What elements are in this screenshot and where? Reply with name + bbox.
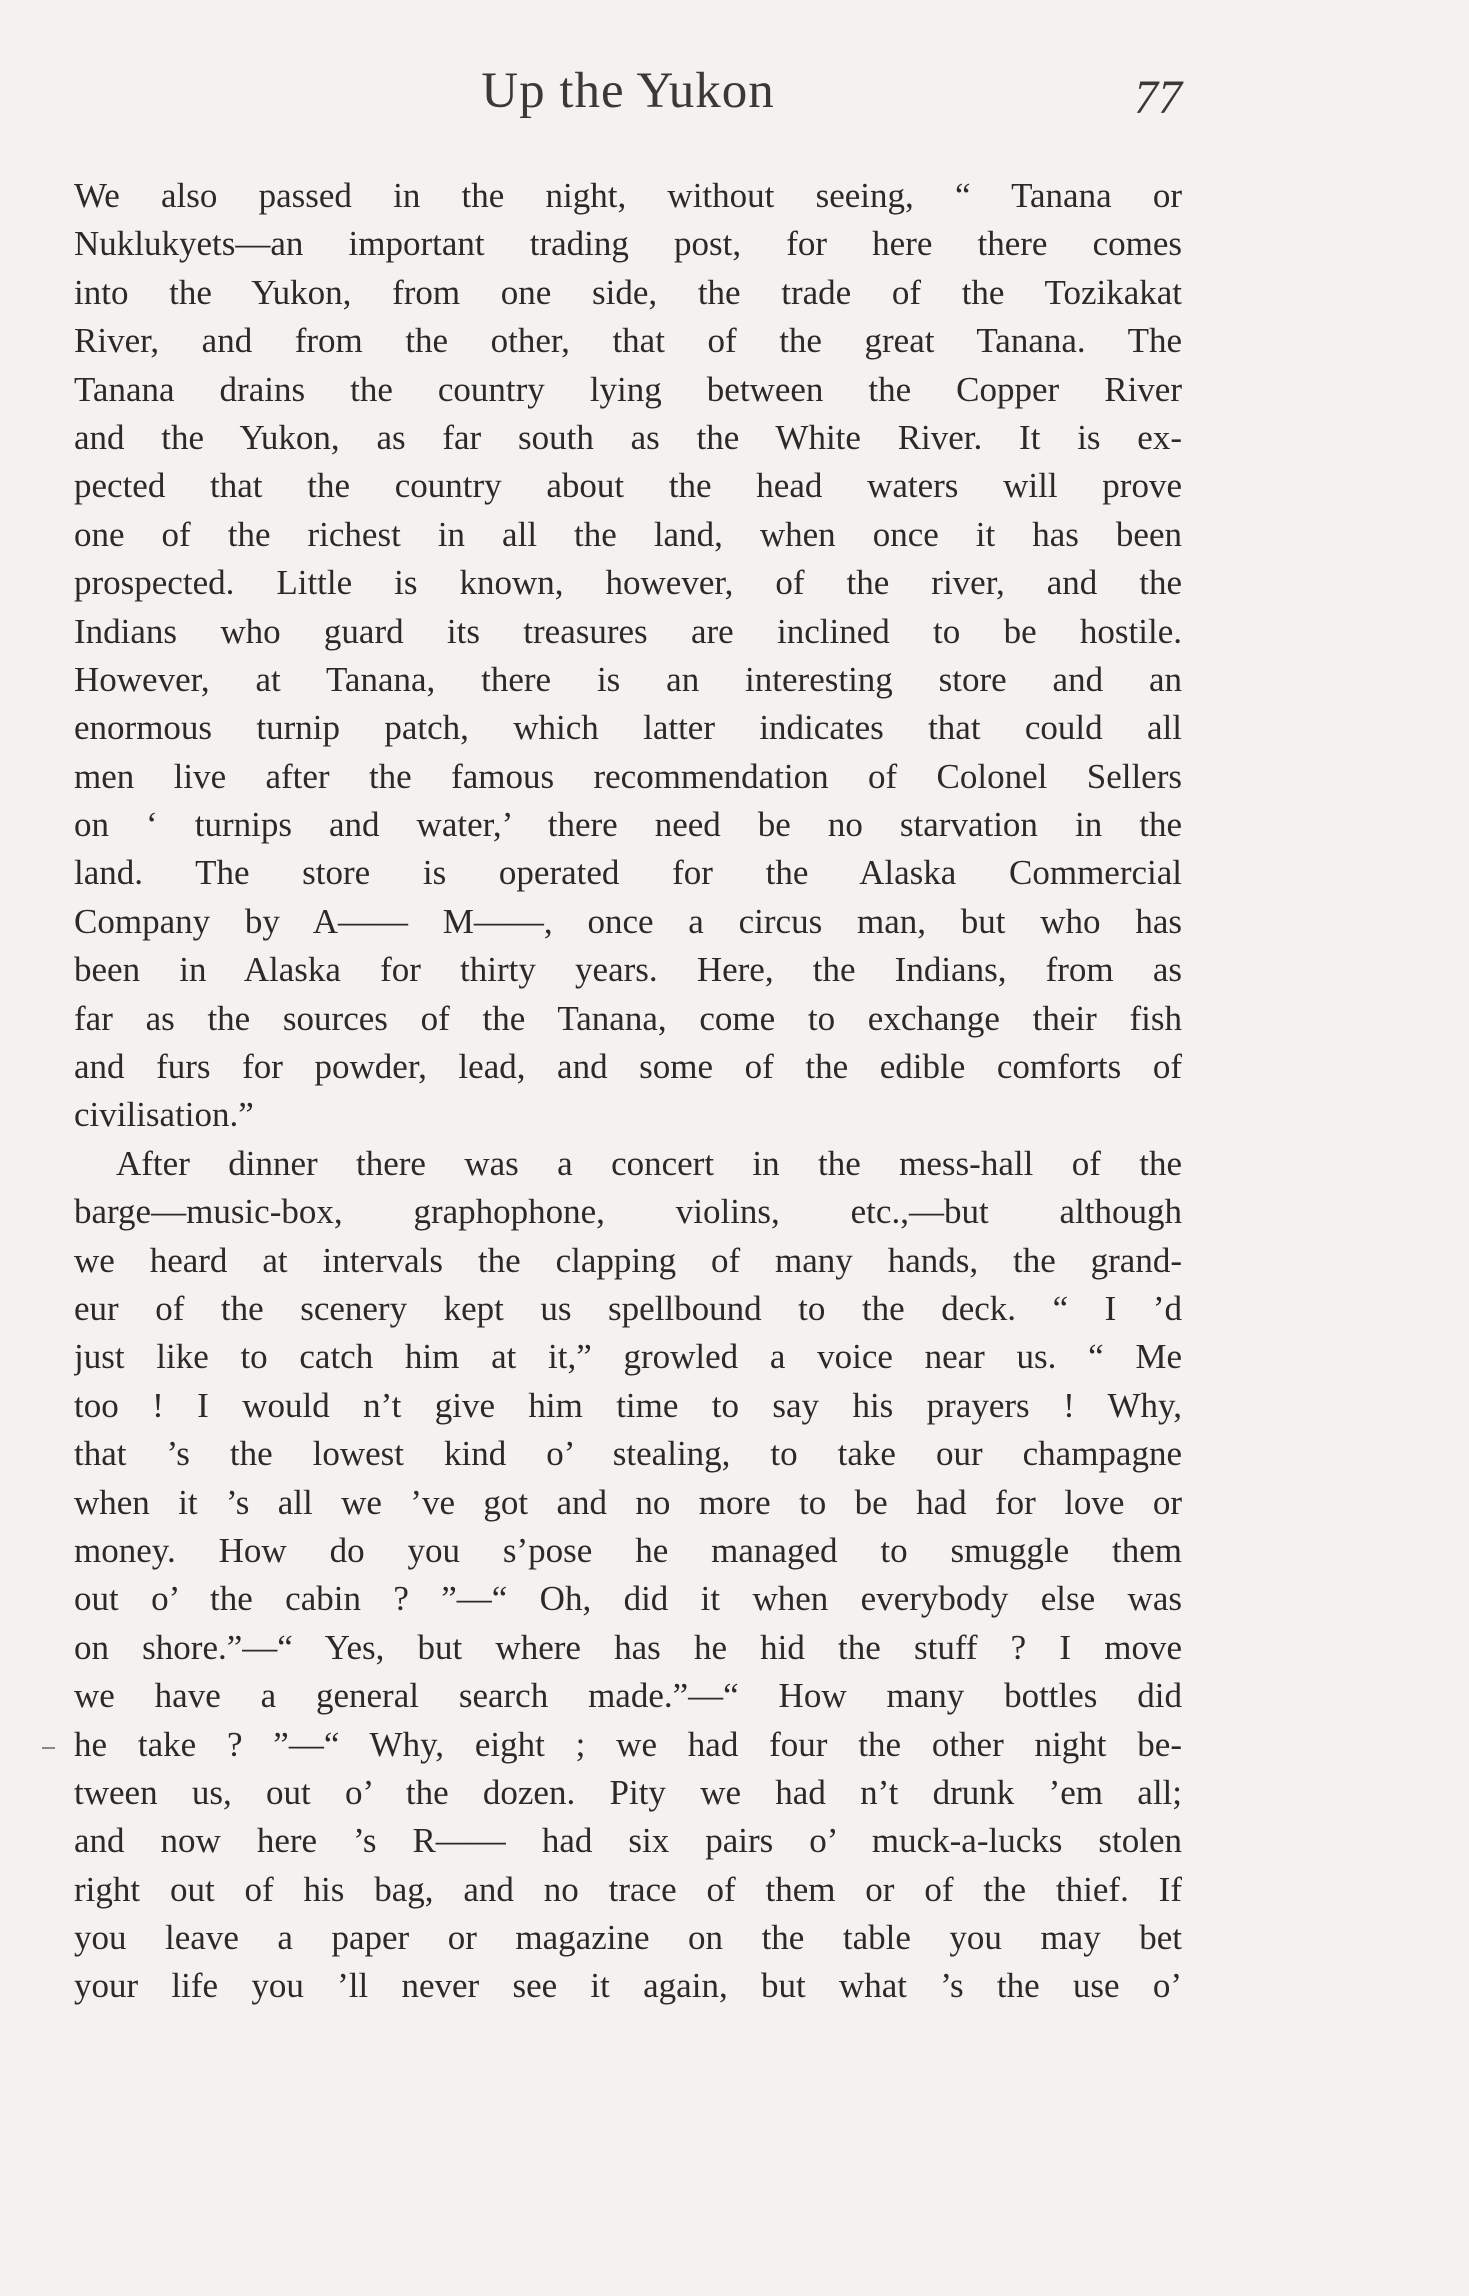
margin-dash-mark <box>42 1747 55 1749</box>
text-line: you leave a paper or magazine on the table you may bet <box>74 1918 1182 1958</box>
text-line: prospected. Little is known, however, of the river, and the <box>74 563 1182 603</box>
text-line: your life you ’ll never see it again, but what ’s the use o’ <box>74 1966 1182 2006</box>
running-title: Up the Yukon <box>481 63 775 119</box>
text-line: eur of the scenery kept us spellbound to the deck. “ I ’d <box>74 1288 1182 1328</box>
text-line: enormous turnip patch, which latter indicates that could all <box>74 708 1182 748</box>
text-line: one of the richest in all the land, when once it has been <box>74 514 1182 554</box>
text-line: Tanana drains the country lying between the Copper River <box>74 369 1182 409</box>
text-line: on ‘ turnips and water,’ there need be no starvation in the <box>74 805 1182 845</box>
text-line: Indians who guard its treasures are inclined to be hostile. <box>74 611 1182 651</box>
text-line: that ’s the lowest kind o’ stealing, to take our champagne <box>74 1434 1182 1474</box>
text-line: and the Yukon, as far south as the White River. It is ex- <box>74 417 1182 457</box>
text-line: However, at Tanana, there is an interesting store and an <box>74 659 1182 699</box>
text-line: just like to catch him at it,” growled a voice near us. “ Me <box>74 1337 1182 1377</box>
text-line: men live after the famous recommendation of Colonel Sellers <box>74 756 1182 796</box>
text-line: pected that the country about the head waters will prove <box>74 466 1182 506</box>
text-line: been in Alaska for thirty years. Here, the Indians, from as <box>74 950 1182 990</box>
text-line: we have a general search made.”—“ How many bottles did <box>74 1676 1182 1716</box>
text-line: money. How do you s’pose he managed to smuggle them <box>74 1530 1182 1570</box>
text-line: civilisation.” <box>74 1095 254 1135</box>
text-line: Nuklukyets—an important trading post, for here there comes <box>74 224 1182 264</box>
text-line: out o’ the cabin ? ”—“ Oh, did it when everybody else was <box>74 1579 1182 1619</box>
text-line: We also passed in the night, without seeing, “ Tanana or <box>74 176 1182 215</box>
text-line: on shore.”—“ Yes, but where has he hid the stuff ? I move <box>74 1627 1182 1667</box>
text-line: far as the sources of the Tanana, come to exchange their fish <box>74 998 1182 1038</box>
text-line: and furs for powder, lead, and some of the edible comforts of <box>74 1047 1182 1087</box>
text-line: land. The store is operated for the Alaska Commercial <box>74 853 1182 893</box>
text-line: barge—music-box, graphophone, violins, etc.,—but although <box>74 1192 1182 1232</box>
page-number: 77 <box>1134 71 1182 124</box>
text-line: River, and from the other, that of the great Tanana. The <box>74 321 1182 361</box>
text-line: when it ’s all we ’ve got and no more to be had for love or <box>74 1482 1182 1522</box>
text-line: into the Yukon, from one side, the trade of the Tozikakat <box>74 272 1182 312</box>
text-line: too ! I would n’t give him time to say his prayers ! Why, <box>74 1385 1182 1425</box>
text-line: he take ? ”—“ Why, eight ; we had four the other night be- <box>74 1724 1182 1764</box>
text-line: Company by A—— M——, once a circus man, but who has <box>74 901 1182 941</box>
text-line: and now here ’s R—— had six pairs o’ muck-a-lucks stolen <box>74 1821 1182 1861</box>
running-head <box>74 62 1182 132</box>
text-line: right out of his bag, and no trace of them or of the thief. If <box>74 1869 1182 1909</box>
text-line: we heard at intervals the clapping of many hands, the grand- <box>74 1240 1182 1280</box>
body-text <box>74 172 1182 2011</box>
text-line: After dinner there was a concert in the mess-hall of the <box>116 1143 1182 1183</box>
text-line: tween us, out o’ the dozen. Pity we had n’t drunk ’em all; <box>74 1772 1182 1812</box>
